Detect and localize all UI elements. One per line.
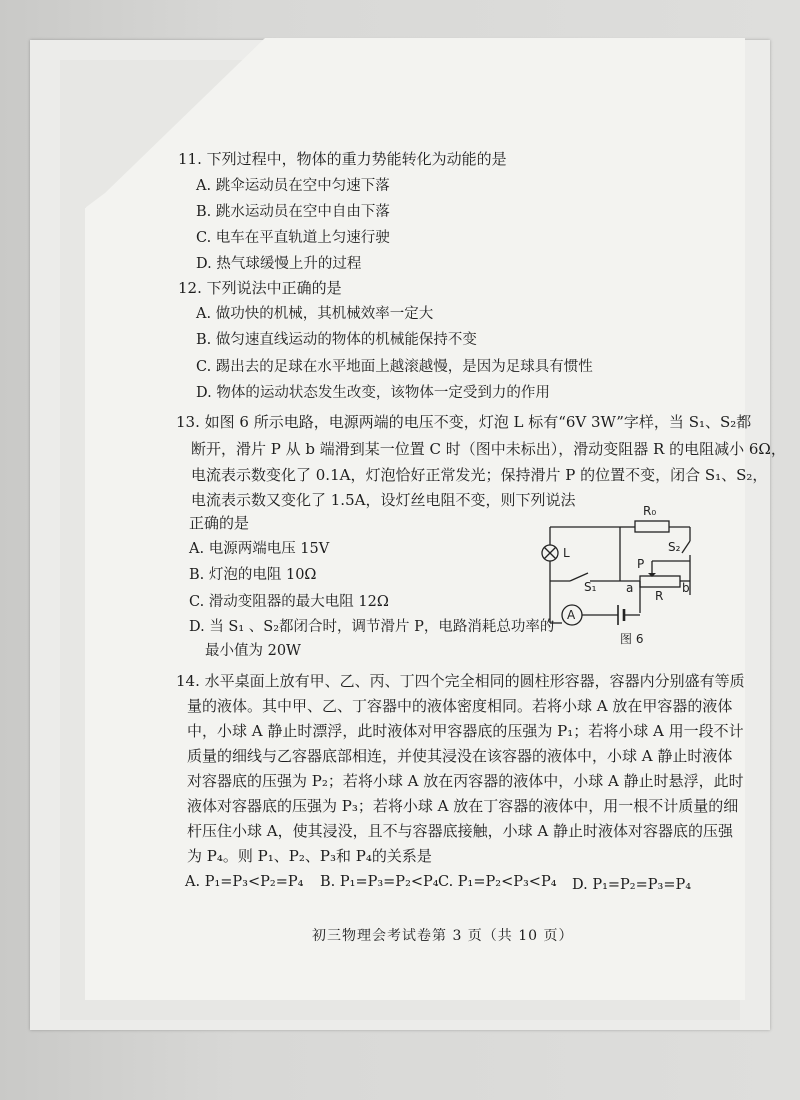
q14-stem-line: 对容器底的压强为 P₂；若将小球 A 放在丙容器的液体中，小球 A 静止时悬浮，此时 bbox=[187, 772, 744, 790]
q14-option-c: C. P₁=P₂<P₃<P₄ bbox=[438, 874, 557, 890]
q14-stem-line: 杆压住小球 A，使其浸没，且不与容器底接触，小球 A 静止时液体对容器底的压强 bbox=[187, 822, 733, 840]
label-r: R bbox=[655, 589, 664, 603]
q13-stem-line: 断开，滑片 P 从 b 端滑到某一位置 C 时（图中未标出），滑动变阻器 R 的电阻减小 6Ω， bbox=[191, 440, 786, 458]
label-a: a bbox=[626, 581, 634, 595]
label-s2: S₂ bbox=[668, 540, 681, 554]
q14-stem-line: 质量的细线与乙容器底部相连，并使其浸没在该容器的液体中，小球 A 静止时液体 bbox=[187, 747, 733, 765]
q12-stem: 12. 下列说法中正确的是 bbox=[178, 279, 342, 297]
q14-stem-line: 14. 水平桌面上放有甲、乙、丙、丁四个完全相同的圆柱形容器，容器内分别盛有等质 bbox=[176, 672, 745, 690]
q13-stem-line: 电流表示数变化了 0.1A，灯泡恰好正常发光；保持滑片 P 的位置不变，闭合 S₁、S₂， bbox=[191, 466, 768, 484]
q13-option-b: B. 灯泡的电阻 10Ω bbox=[189, 567, 317, 583]
q13-option-c: C. 滑动变阻器的最大电阻 12Ω bbox=[189, 594, 389, 610]
q13-stem-line: 正确的是 bbox=[189, 514, 250, 532]
q14-option-d: D. P₁=P₂=P₃=P₄ bbox=[572, 877, 692, 893]
q13-option-d: D. 当 S₁ 、S₂都闭合时，调节滑片 P，电路消耗总功率的 bbox=[189, 619, 555, 635]
q14-option-b: B. P₁=P₃=P₂<P₄ bbox=[320, 874, 439, 890]
resistor-r0 bbox=[635, 521, 669, 532]
label-s1: S₁ bbox=[584, 580, 597, 594]
rheostat-r bbox=[640, 576, 680, 587]
q14-option-a: A. P₁=P₃<P₂=P₄ bbox=[185, 874, 304, 890]
q14-stem-line: 液体对容器底的压强为 P₃；若将小球 A 放在丁容器的液体中，用一根不计质量的细 bbox=[187, 797, 739, 815]
label-r0: R₀ bbox=[643, 504, 657, 518]
q13-option-d-continued: 最小值为 20W bbox=[205, 643, 301, 659]
q13-option-a: A. 电源两端电压 15V bbox=[189, 541, 330, 557]
q12-option-b: B. 做匀速直线运动的物体的机械能保持不变 bbox=[196, 332, 477, 348]
label-b: b bbox=[682, 581, 690, 595]
label-ammeter: A bbox=[567, 608, 576, 622]
q14-stem-line: 量的液体。其中甲、乙、丁容器中的液体密度相同。若将小球 A 放在甲容器的液体 bbox=[187, 697, 733, 715]
q12-option-c: C. 踢出去的足球在水平地面上越滚越慢，是因为足球具有惯性 bbox=[196, 359, 593, 375]
q13-stem-line: 13. 如图 6 所示电路，电源两端的电压不变，灯泡 L 标有“6V 3W”字样，当 S₁、S₂都 bbox=[176, 413, 752, 431]
switch-s2-blade bbox=[682, 541, 690, 553]
circuit-diagram bbox=[540, 495, 700, 655]
q12-option-d: D. 物体的运动状态发生改变，该物体一定受到力的作用 bbox=[196, 385, 550, 401]
q12-option-a: A. 做功快的机械，其机械效率一定大 bbox=[196, 306, 434, 322]
label-p: P bbox=[637, 557, 645, 571]
q13-stem-line: 电流表示数又变化了 1.5A，设灯丝电阻不变，则下列说法 bbox=[191, 491, 576, 509]
page-footer: 初三物理会考试卷第 3 页（共 10 页） bbox=[312, 928, 574, 944]
label-lamp: L bbox=[563, 546, 570, 560]
q14-stem-line: 为 P₄。则 P₁、P₂、P₃和 P₄的关系是 bbox=[187, 847, 432, 865]
q11-option-a: A. 跳伞运动员在空中匀速下落 bbox=[196, 178, 390, 194]
q11-option-c: C. 电车在平直轨道上匀速行驶 bbox=[196, 230, 390, 246]
q14-stem-line: 中，小球 A 静止时漂浮，此时液体对甲容器底的压强为 P₁；若将小球 A 用一段不计 bbox=[187, 722, 744, 740]
q11-stem: 11. 下列过程中，物体的重力势能转化为动能的是 bbox=[178, 150, 507, 168]
q11-option-b: B. 跳水运动员在空中自由下落 bbox=[196, 204, 390, 220]
figure-caption: 图 6 bbox=[620, 632, 644, 646]
q11-option-d: D. 热气球缓慢上升的过程 bbox=[196, 256, 362, 272]
